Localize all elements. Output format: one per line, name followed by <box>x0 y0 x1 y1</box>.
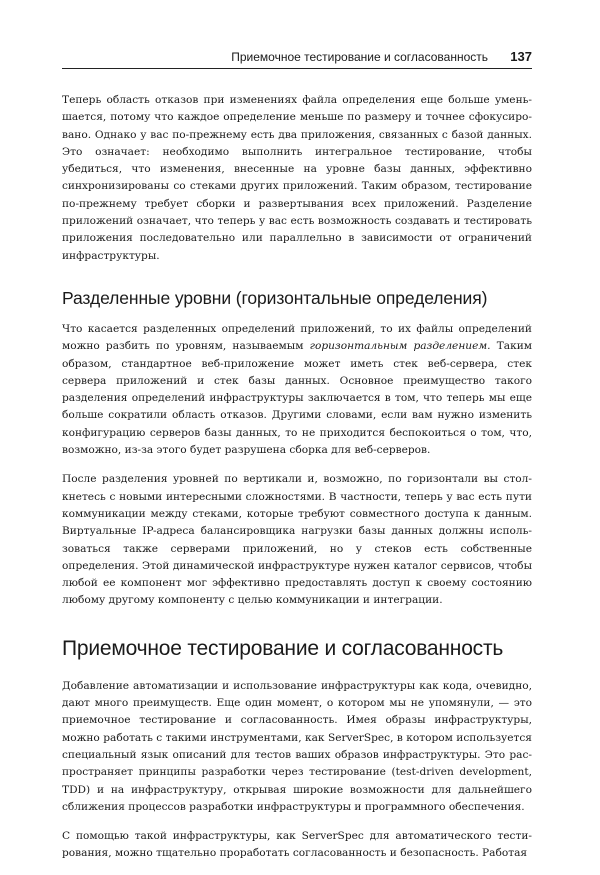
paragraph-5: С помощью такой инфраструктуры, как ServerSpec для автоматического тестирования, можно тщательно проработать согласованность и безопасность. Работая <box>62 830 532 860</box>
paragraph-4: Добавление автоматизации и использование инфраструктуры как кода, очевидно, дают много преимуществ. Еще один момент, о котором мы не упомянули, — это приемочное тестирование и согласованность. Имея образы инфраструктуры, можно работать с такими инструментами, как ServerSpec, в котором используется специальный язык описаний для тестов ваших образов инфраструктуры. Это распространяет принципы разработки через тестирование (test-driven development, TDD) и на инфраструктуру, открывая широкие возможности для дальнейшего сближения процессов разработки инфраструктуры и программного обеспечения. <box>62 679 532 813</box>
running-header <box>62 48 532 69</box>
page-number: 137 <box>510 49 532 64</box>
paragraph-2-text-start: Что касается разделенных определений приложений, то их файлы определений можно разбить по уровням, называемым <box>62 322 532 353</box>
section-heading-split-layers: Разделенные уровни (горизонтальные определения) <box>62 287 488 308</box>
paragraph-3: После разделения уровней по вертикали и, возможно, по горизонтали вы столкнетесь с новыми интересными сложностями. В частности, теперь у вас есть пути коммуникации между стеками, которые требуют совместного доступа к данным. Виртуальные IP-адреса балансировщика нагрузки базы данных должны использоваться также серверами приложений, но у стеков есть собственные определения. Этой динамической инфраструктуре нужен каталог сервисов, чтобы любой ее компонент мог эффективно предоставлять доступ к своему состоянию любому другому компоненту с целью коммуникации и интеграции. <box>62 473 532 607</box>
paragraph-2-text-end: Таким образом, стандартное веб-приложение может иметь стек веб-сервера, стек сервера приложений и стек базы данных. Основное преимущество такого разделения определений инфраструктуры заключается в том, что теперь мы еще больше сократили область отказов. Другими словами, если вам нужно изменить конфигурацию серверов базы данных, то не приходится беспокоиться о том, что, возможно, из-за этого будет разрушена сборка для веб-серверов. <box>62 340 532 457</box>
paragraph-2 <box>62 321 532 459</box>
term-horizontal-partitioning: горизонтальным разделением. <box>309 340 491 353</box>
running-title: Приемочное тестирование и согласованность <box>231 50 488 64</box>
section-heading-acceptance-testing: Приемочное тестирование и согласованность <box>62 636 504 660</box>
paragraph-1: Теперь область отказов при изменениях файла определения еще больше уменьшается, потому что каждое определение меньше по размеру и точнее сфокусировано. Однако у вас по-прежнему есть два приложения, связанных с базой данных. Это означает: необходимо выполнить интегральное тестирование, чтобы убедиться, что изменения, внесенные на уровне базы данных, эффективно синхронизированы со стеками других приложений. Таким образом, тестирование по-прежнему требует сборки и развертывания всех приложений. Разделение приложений означает, что теперь у вас есть возможность создавать и тестировать приложения последовательно или параллельно в зависимости от ограничений инфраструктуры. <box>62 94 532 262</box>
page-body <box>62 92 532 875</box>
